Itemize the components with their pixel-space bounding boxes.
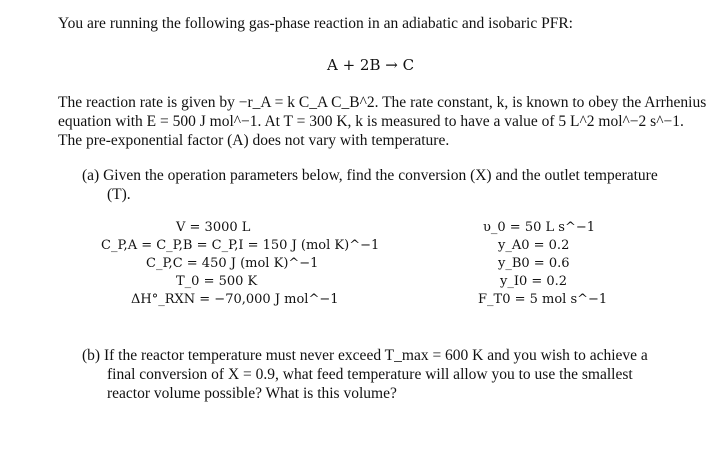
param-total-molar-flow: F_T0 = 5 mol s^−1 xyxy=(478,292,608,307)
param-yi0: y_I0 = 0.2 xyxy=(500,274,568,289)
rate-paragraph-line1: The reaction rate is given by −r_A = k C_A C_B^2. The rate constant, k, is known to obey the Arrhenius xyxy=(58,94,707,111)
part-a-line2: (T). xyxy=(107,186,131,203)
part-b-line1: (b) If the reactor temperature must never exceed T_max = 600 K and you wish to achieve a xyxy=(82,347,648,364)
param-yb0: y_B0 = 0.6 xyxy=(498,256,570,271)
rate-paragraph-line2: equation with E = 500 J mol^−1. At T = 300 K, k is measured to have a value of 5 L^2 mol^−2 s^−1. xyxy=(58,113,684,130)
param-heat-of-reaction: ΔH°_RXN = −70,000 J mol^−1 xyxy=(131,292,339,307)
param-volume: V = 3000 L xyxy=(176,220,251,235)
rate-paragraph-line3: The pre-exponential factor (A) does not vary with temperature. xyxy=(58,132,450,149)
part-b-line2: final conversion of X = 0.9, what feed temperature will allow you to use the smallest xyxy=(107,366,633,383)
param-feed-temperature: T_0 = 500 K xyxy=(176,274,258,289)
reaction-equation: A + 2B → C xyxy=(327,56,415,74)
param-heat-capacity-c: C_P,C = 450 J (mol K)^−1 xyxy=(146,256,319,271)
param-volumetric-flow: υ_0 = 50 L s^−1 xyxy=(483,220,595,235)
intro-text: You are running the following gas-phase reaction in an adiabatic and isobaric PFR: xyxy=(58,15,573,32)
param-ya0: y_A0 = 0.2 xyxy=(498,238,570,253)
param-heat-capacity-abi: C_P,A = C_P,B = C_P,I = 150 J (mol K)^−1 xyxy=(101,238,380,253)
part-a-line1: (a) Given the operation parameters below, find the conversion (X) and the outlet temperature xyxy=(82,167,658,184)
part-b-line3: reactor volume possible? What is this volume? xyxy=(107,385,397,402)
